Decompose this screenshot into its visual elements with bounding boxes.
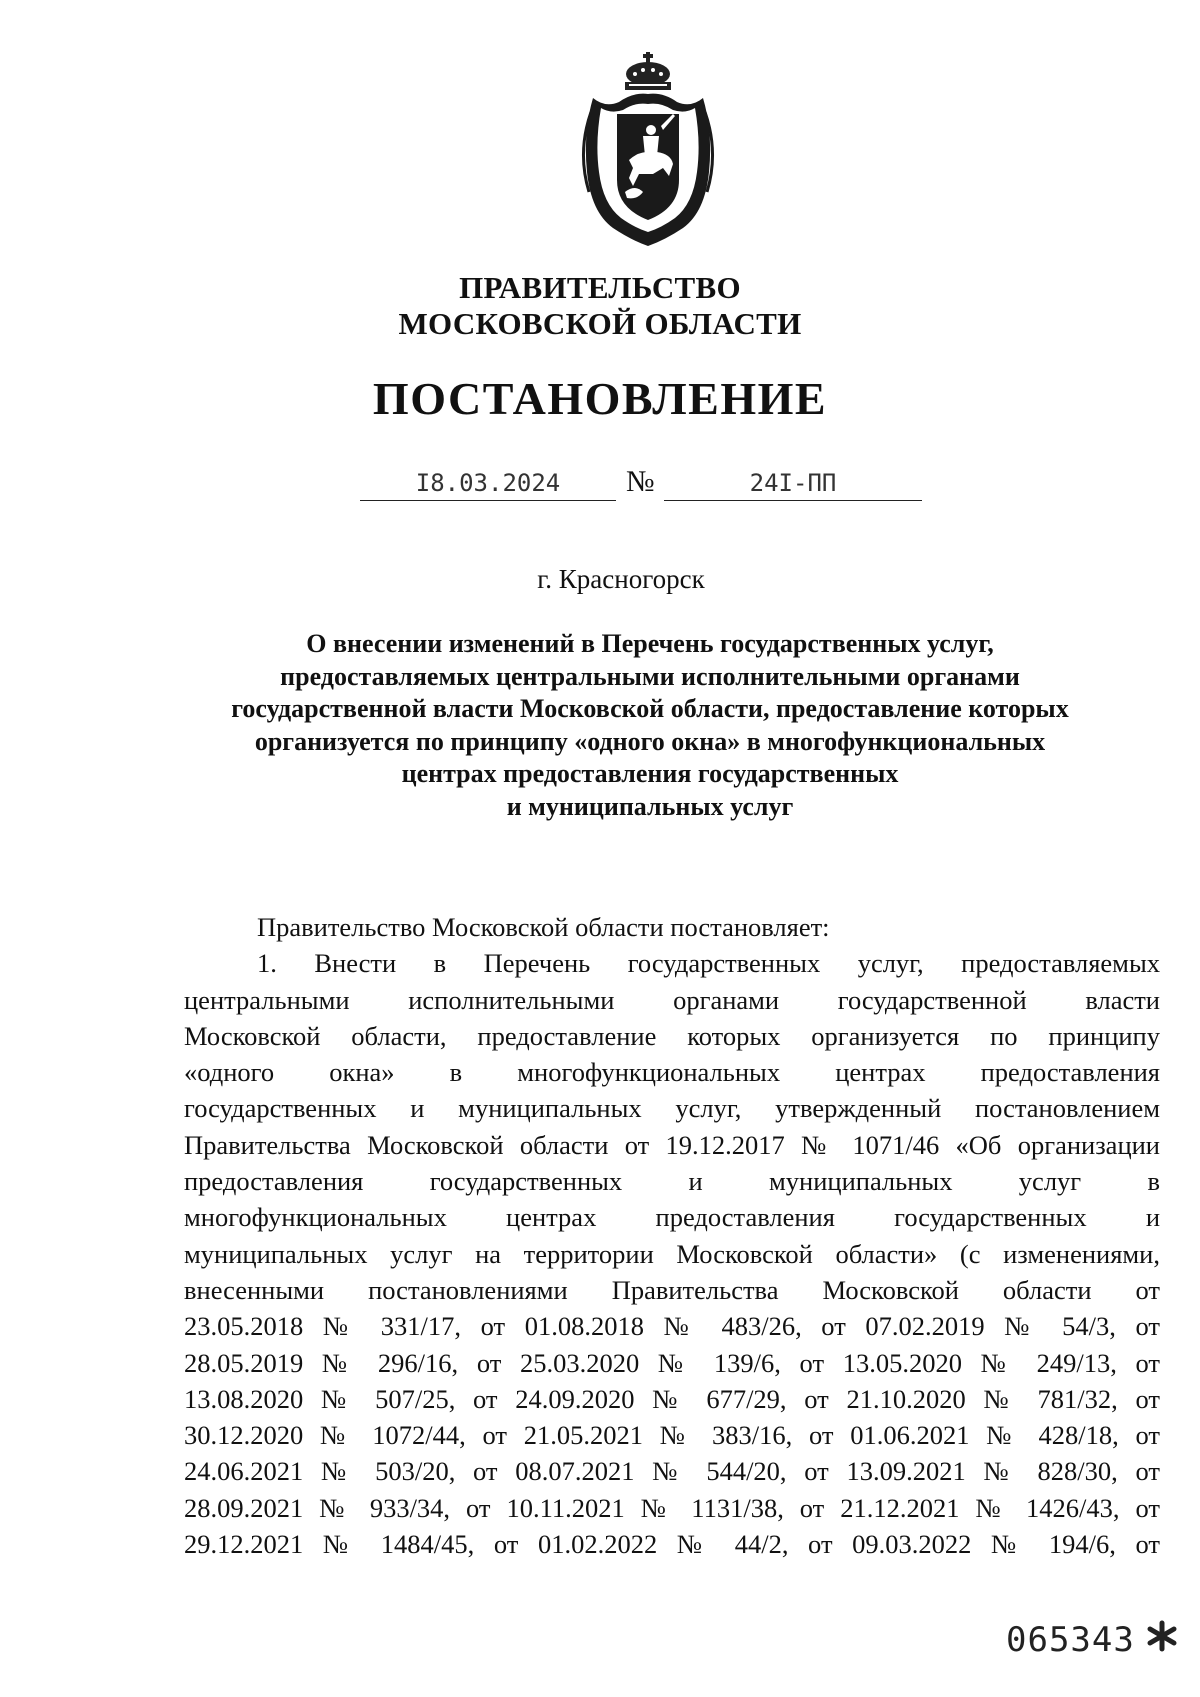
document-subject: [190, 628, 1110, 823]
body-line: «одного окна» в многофункциональных центрах предоставления: [184, 1057, 1160, 1088]
body-line: 30.12.2020 № 1072/44, от 21.05.2021 № 383/16, от 01.06.2021 № 428/18, от: [184, 1420, 1160, 1451]
body-line: 28.09.2021 № 933/34, от 10.11.2021 № 1131/38, от 21.12.2021 № 1426/43, от: [184, 1492, 1160, 1523]
body-line: 28.05.2019 № 296/16, от 25.03.2020 № 139/6, от 13.05.2020 № 249/13, от: [184, 1347, 1160, 1378]
body-line: муниципальных услуг на территории Московской области» (с изменениями,: [184, 1238, 1160, 1269]
body-line: 1. Внести в Перечень государственных услуг, предоставляемых: [257, 948, 1160, 979]
subject-line: предоставляемых центральными исполнительными органами: [280, 661, 1020, 691]
organization-name-line-1: ПРАВИТЕЛЬСТВО: [459, 270, 741, 305]
city-of-issue: г. Красногорск: [537, 564, 705, 594]
body-line: многофункциональных центрах предоставления государственных и: [184, 1202, 1160, 1233]
body-line: центральными исполнительными органами государственной власти: [184, 984, 1160, 1015]
document-number: 24I-ПП: [664, 466, 922, 501]
document-type-title: ПОСТАНОВЛЕНИЕ: [372, 373, 828, 424]
body-line: Московской области, предоставление которых организуется по принципу: [184, 1020, 1160, 1051]
body-line: 29.12.2021 № 1484/45, от 01.02.2022 № 44/2, от 09.03.2022 № 194/6, от: [184, 1529, 1160, 1560]
document-date: I8.03.2024: [360, 466, 616, 501]
form-serial-number: 065343: [1006, 1620, 1135, 1660]
body-line: 24.06.2021 № 503/20, от 08.07.2021 № 544/20, от 13.09.2021 № 828/30, от: [184, 1456, 1160, 1487]
asterisk-icon: [1146, 1620, 1178, 1652]
body-line: предоставления государственных и муниципальных услуг в: [184, 1166, 1160, 1197]
body-line: 23.05.2018 № 331/17, от 01.08.2018 № 483/26, от 07.02.2019 № 54/3, от: [184, 1311, 1160, 1342]
body-intro: Правительство Московской области постановляет:: [257, 912, 830, 942]
body-line: внесенными постановлениями Правительства Московской области от: [184, 1274, 1160, 1305]
subject-line: государственной власти Московской области, предоставление которых: [231, 694, 1069, 723]
moscow-region-coat-of-arms-icon: [573, 52, 723, 252]
subject-line: центрах предоставления государственных: [401, 759, 899, 788]
document-body: [184, 909, 1160, 1562]
body-line: государственных и муниципальных услуг, утвержденный постановлением: [184, 1093, 1160, 1124]
subject-line: и муниципальных услуг: [506, 791, 794, 821]
subject-line: О внесении изменений в Перечень государственных услуг,: [306, 629, 994, 658]
body-line: 13.08.2020 № 507/25, от 24.09.2020 № 677/29, от 21.10.2020 № 781/32, от: [184, 1383, 1160, 1414]
number-sign: №: [626, 465, 655, 498]
body-line: Правительства Московской области от 19.12.2017 № 1071/46 «Об организации: [184, 1129, 1160, 1160]
organization-name-line-2: МОСКОВСКОЙ ОБЛАСТИ: [398, 306, 802, 341]
subject-line: организуется по принципу «одного окна» в многофункциональных: [254, 726, 1046, 756]
